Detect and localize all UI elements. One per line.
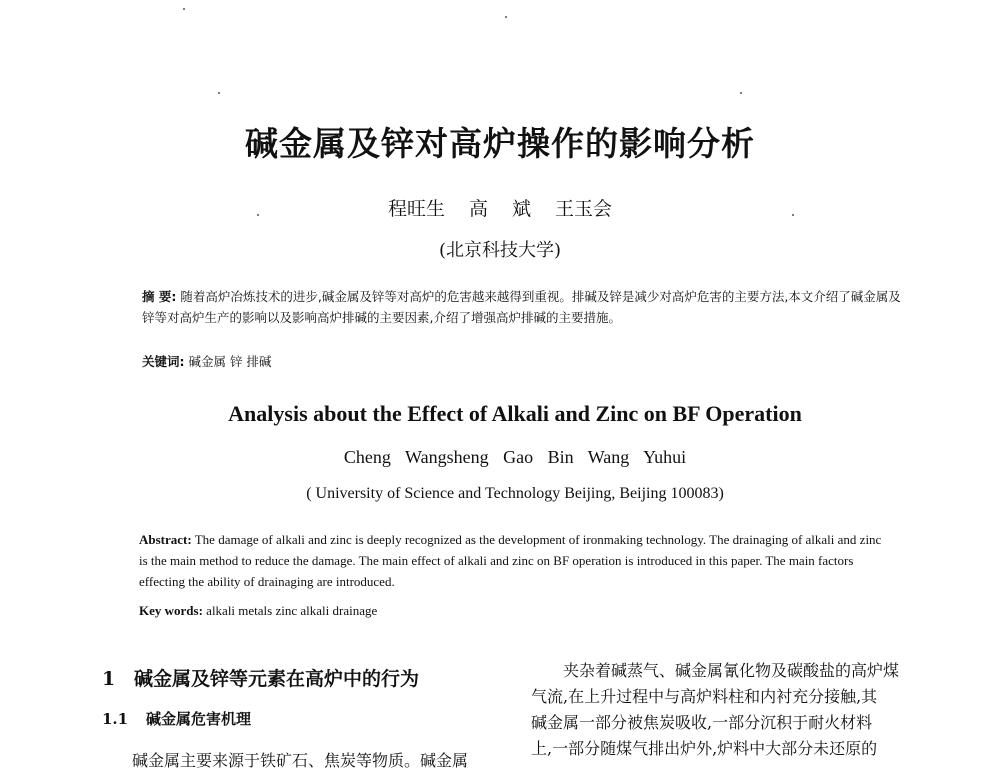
body-text-right-column [531,658,931,762]
abstract-english [139,529,891,592]
subsection-number: 1.1 [102,710,129,728]
subsection-title: 碱金属危害机理 [146,710,252,728]
body-line: 夹杂着碱蒸气、碱金属氰化物及碳酸盐的高炉煤 [563,661,900,680]
abstract-text-chinese: 随着高炉冶炼技术的进步,碱金属及锌等对高炉的危害越来越得到重视。排碱及锌是减少对高炉危害的主要方法,本文介绍了碱金属及锌等对高炉生产的影响以及影响高炉排碱的主要因素,介绍了增强高炉排碱的主要措施。 [142,289,901,325]
abstract-label-chinese: 摘 要: [142,289,177,304]
body-line: 气流,在上升过程中与高炉料柱和内衬充分接触,其 [531,687,878,706]
body-line: 上,一部分随煤气排出炉外,炉料中大部分未还原的 [531,739,878,758]
keywords-text-chinese: 碱金属 锌 排碱 [188,354,272,369]
affiliation-english: ( University of Science and Technology Beijing, Beijing 100083) [306,485,724,502]
keywords-chinese [142,352,271,370]
scan-speck [183,8,185,10]
keywords-label-english: Key words: [139,603,203,618]
body-line: 碱金属一部分被焦炭吸收,一部分沉积于耐火材料 [531,713,873,732]
section-heading-1 [102,664,419,691]
scan-speck [740,92,742,94]
section-title: 碱金属及锌等元素在高炉中的行为 [134,668,420,690]
keywords-english [139,603,377,619]
scan-speck [505,16,507,18]
keywords-text-english: alkali metals zinc alkali drainage [206,603,378,618]
keywords-label-chinese: 关键词: [142,354,185,369]
abstract-text-english: The damage of alkali and zinc is deeply recognized as the development of ironmaking technology. The drainaging of alkali and zinc is the main method to reduce the damage. The main effect of alkali and zinc on BF operation is introduced in this paper. The main factors effecting the ability of drainaging are introduced. [139,532,882,589]
authors-english: Cheng Wangsheng Gao Bin Wang Yuhui [343,447,687,467]
abstract-chinese [142,286,902,328]
affiliation-chinese: (北京科技大学) [438,240,562,261]
body-text-left-column: 碱金属主要来源于铁矿石、焦炭等物质。碱金属 [132,751,469,770]
abstract-label-english: Abstract: [139,532,192,547]
authors-chinese: 程旺生 高 斌 王玉会 [387,198,613,220]
paper-title-english: Analysis about the Effect of Alkali and Zinc on BF Operation [228,401,802,426]
section-number: 1 [102,668,116,690]
subsection-heading-1-1 [102,708,251,729]
scan-speck [218,92,220,94]
paper-title-chinese: 碱金属及锌对高炉操作的影响分析 [245,124,755,163]
